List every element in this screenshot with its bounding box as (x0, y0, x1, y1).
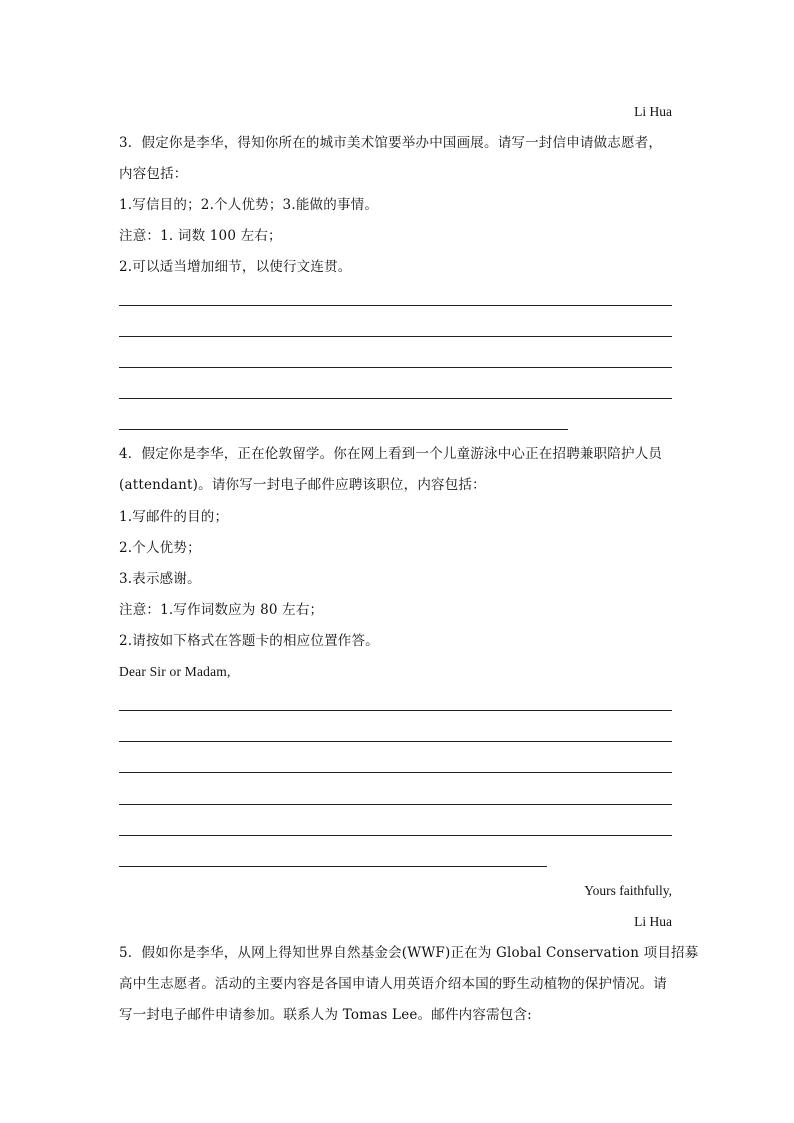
top-signature: Li Hua (634, 104, 672, 119)
q5-prompt-line-2: 高中生志愿者。活动的主要内容是各国申请人用英语介绍本国的野生动植物的保护情况。请 (119, 976, 667, 992)
q3-answer-line[interactable] (119, 398, 672, 399)
q4-closing: Yours faithfully, (584, 883, 672, 898)
q5-prompt-line-1: 5．假如你是李华，从网上得知世界自然基金会(WWF)正在为 Global Conservation 项目招募 (119, 945, 699, 961)
q4-note-2: 2.请按如下格式在答题卡的相应位置作答。 (119, 633, 379, 649)
q3-note-1: 注意：1. 词数 100 左右； (119, 228, 282, 244)
q4-answer-line[interactable] (119, 835, 672, 836)
q4-point-3: 3.表示感谢。 (119, 571, 201, 587)
q3-note-2: 2.可以适当增加细节，以使行文连贯。 (119, 259, 352, 275)
q4-prompt-line-2: (attendant)。请你写一封电子邮件应聘该职位，内容包括： (119, 477, 486, 493)
q3-prompt-line-1: 3．假定你是李华，得知你所在的城市美术馆要举办中国画展。请写一封信申请做志愿者， (119, 135, 663, 151)
q4-prompt-line-1: 4．假定你是李华，正在伦敦留学。你在网上看到一个儿童游泳中心正在招聘兼职陪护人员 (119, 446, 663, 462)
q4-answer-line[interactable] (119, 710, 672, 711)
q4-answer-line[interactable] (119, 741, 672, 742)
q3-requirement-points: 1.写信目的；2.个人优势；3.能做的事情。 (119, 197, 379, 213)
q4-point-1: 1.写邮件的目的； (119, 509, 229, 525)
q3-answer-line[interactable] (119, 367, 672, 368)
q5-prompt-line-3: 写一封电子邮件申请参加。联系人为 Tomas Lee。邮件内容需包含: (119, 1007, 532, 1023)
q3-answer-line[interactable] (119, 336, 672, 337)
q4-answer-line-last[interactable] (119, 866, 547, 867)
q4-note-1: 注意：1.写作词数应为 80 左右； (119, 602, 324, 618)
q4-point-2: 2.个人优势； (119, 540, 201, 556)
q4-answer-line[interactable] (119, 772, 672, 773)
q3-answer-line[interactable] (119, 305, 672, 306)
q3-prompt-line-2: 内容包括： (119, 166, 188, 182)
q3-answer-line-last[interactable] (119, 429, 568, 430)
q4-salutation: Dear Sir or Madam, (119, 664, 231, 679)
q4-answer-line[interactable] (119, 804, 672, 805)
q4-signature: Li Hua (634, 914, 672, 929)
